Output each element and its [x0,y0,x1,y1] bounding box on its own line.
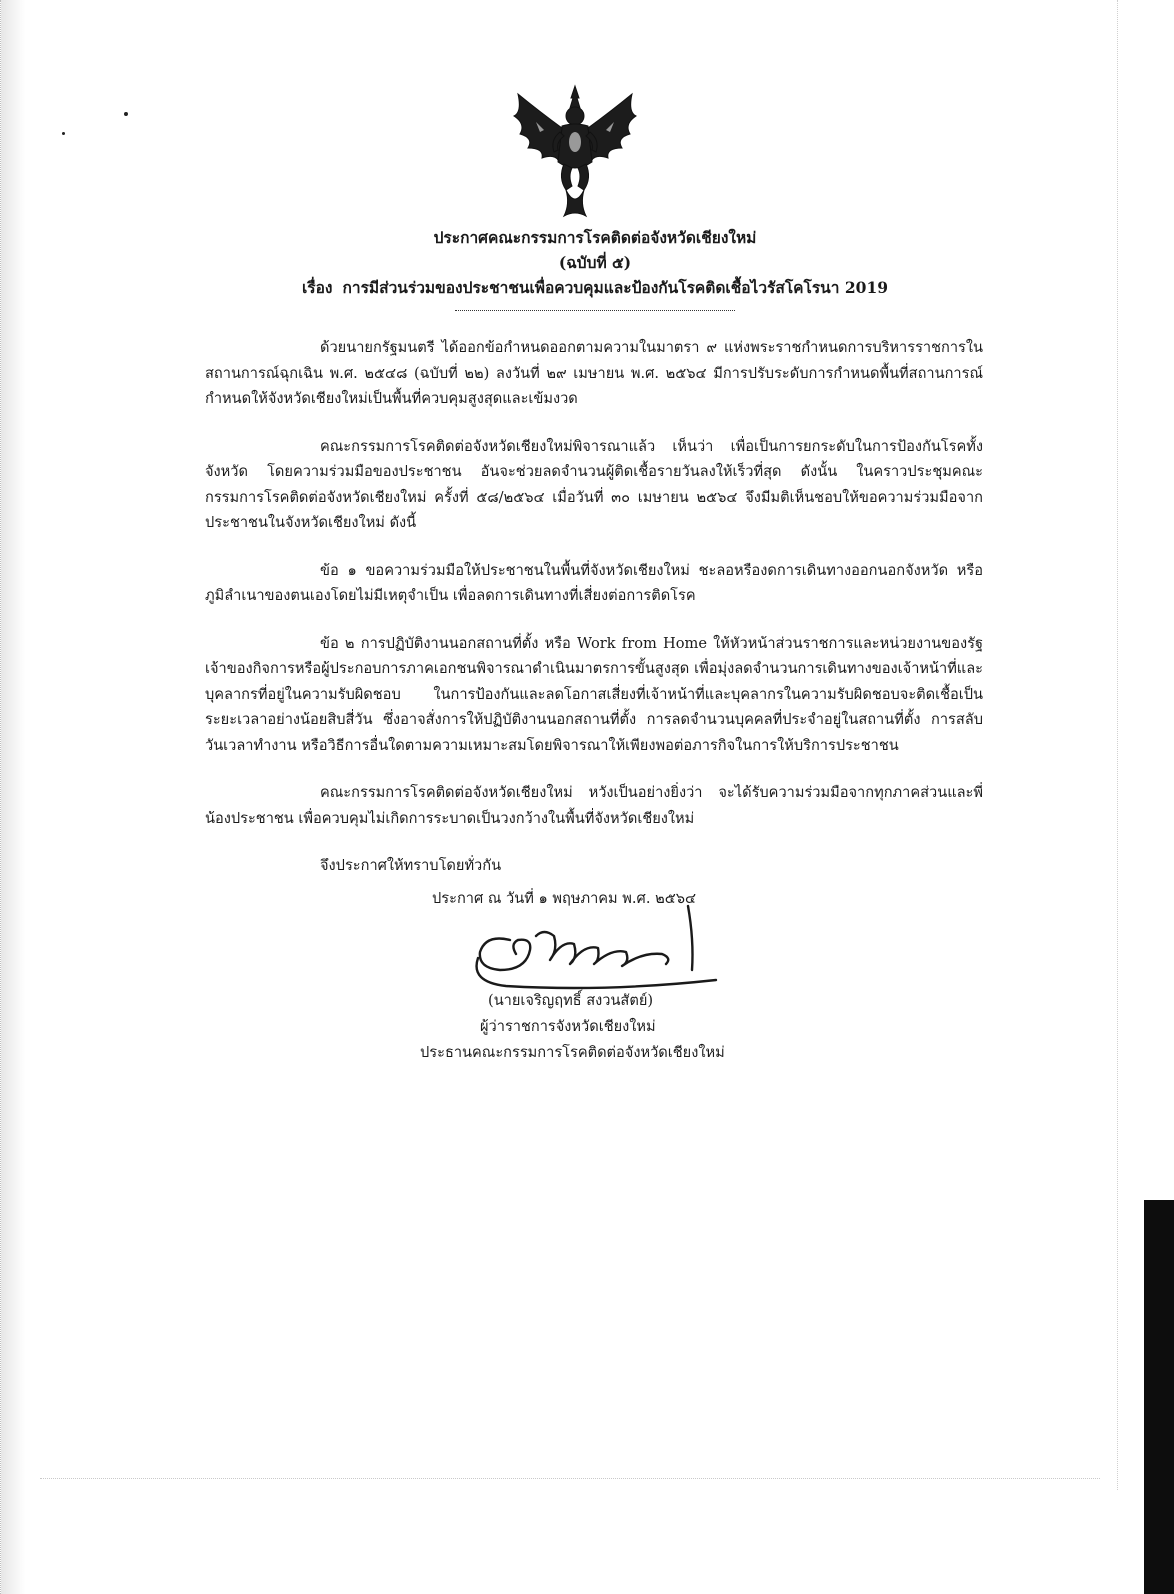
announcement-header [180,225,1010,311]
body-paragraph: คณะกรรมการโรคติดต่อจังหวัดเชียงใหม่พิจารณาแล้ว เห็นว่า เพื่อเป็นการยกระดับในการป้องกันโรคทั้งจังหวัด โดยความร่วมมือของประชาชน อันจะช่วยลดจำนวนผู้ติดเชื้อรายวันลงให้เร็วที่สุด ดังนั้น ในคราวประชุมคณะกรรมการโรคติดต่อจังหวัดเชียงใหม่ ครั้งที่ ๕๘/๒๕๖๔ เมื่อวันที่ ๓๐ เมษายน ๒๕๖๔ จึงมีมติเห็นชอบให้ขอความร่วมมือจากประชาชนในจังหวัดเชียงใหม่ ดังนี้ [205,437,983,531]
scan-dotted-line [40,1478,1100,1480]
signatory-position: ผู้ว่าราชการจังหวัดเชียงใหม่ [480,1018,656,1035]
scan-edge-left [0,0,25,1594]
subject-text: การมีส่วนร่วมของประชาชนเพื่อควบคุมและป้องกันโรคติดเชื้อไวรัสโคโรนา 2019 [342,278,889,297]
announcement-body [205,335,983,879]
subject-label: เรื่อง [301,278,333,297]
garuda-emblem-icon [500,82,650,220]
closing-line: จึงประกาศให้ทราบโดยทั่วกัน [320,857,502,874]
announcement-edition: (ฉบับที่ ๕) [558,253,632,272]
scan-speck [62,132,65,135]
body-item: ข้อ ๒ การปฏิบัติงานนอกสถานที่ตั้ง หรือ Work from Home ให้หัวหน้าส่วนราชการและหน่วยงานของรัฐ เจ้าของกิจการหรือผู้ประกอบการภาคเอกชนพิจารณาดำเนินมาตรการขั้นสูงสุด เพื่อมุ่งลดจำนวนการเดินทางของเจ้าหน้าที่และบุคลากรที่อยู่ในความรับผิดชอบ ในการป้องกันและลดโอกาสเสี่ยงที่เจ้าหน้าที่และบุคลากรในความรับผิดชอบจะติดเชื้อเป็นระยะเวลาอย่างน้อยสิบสี่วัน ซึ่งอาจสั่งการให้ปฏิบัติงานนอกสถานที่ตั้ง การลดจำนวนบุคคลที่ประจำอยู่ในสถานที่ตั้ง การสลับวันเวลาทำงาน หรือวิธีการอื่นใดตามความเหมาะสมโดยพิจารณาให้เพียงพอต่อภารกิจในการให้บริการประชาชน [205,634,983,754]
announcement-date: ประกาศ ณ วันที่ ๑ พฤษภาคม พ.ศ. ๒๕๖๔ [432,890,697,907]
signatory-name: (นายเจริญฤทธิ์ สงวนสัตย์) [488,992,654,1009]
signature-block [380,886,940,1206]
handwritten-signature [466,900,726,1000]
announcement-subject-line [180,275,1010,300]
scan-edge-right [1114,0,1118,1490]
body-paragraph: ด้วยนายกรัฐมนตรี ได้ออกข้อกำหนดออกตามความในมาตรา ๙ แห่งพระราชกำหนดการบริหารราชการในสถานการณ์ฉุกเฉิน พ.ศ. ๒๕๔๘ (ฉบับที่ ๒๒) ลงวันที่ ๒๙ เมษายน พ.ศ. ๒๕๖๔ มีการปรับระดับการกำหนดพื้นที่สถานการณ์ กำหนดให้จังหวัดเชียงใหม่เป็นพื้นที่ควบคุมสูงสุดและเข้มงวด [205,339,983,407]
signatory-chair-title: ประธานคณะกรรมการโรคติดต่อจังหวัดเชียงใหม่ [420,1044,725,1061]
scan-speck [124,112,128,116]
body-item: ข้อ ๑ ขอความร่วมมือให้ประชาชนในพื้นที่จังหวัดเชียงใหม่ ชะลอหรืองดการเดินทางออกนอกจังหวัด หรือภูมิลำเนาของตนเองโดยไม่มีเหตุจำเป็น เพื่อลดการเดินทางที่เสี่ยงต่อการติดโรค [205,561,983,604]
announcement-title: ประกาศคณะกรรมการโรคติดต่อจังหวัดเชียงใหม่ [433,228,757,247]
body-paragraph: คณะกรรมการโรคติดต่อจังหวัดเชียงใหม่ หวังเป็นอย่างยิ่งว่า จะได้รับความร่วมมือจากทุกภาคส่วนและพี่น้องประชาชน เพื่อควบคุมไม่เกิดการระบาดเป็นวงกว้างในพื้นที่จังหวัดเชียงใหม่ [205,784,983,827]
header-divider [455,310,735,311]
scan-shadow-bar [1144,1200,1174,1594]
